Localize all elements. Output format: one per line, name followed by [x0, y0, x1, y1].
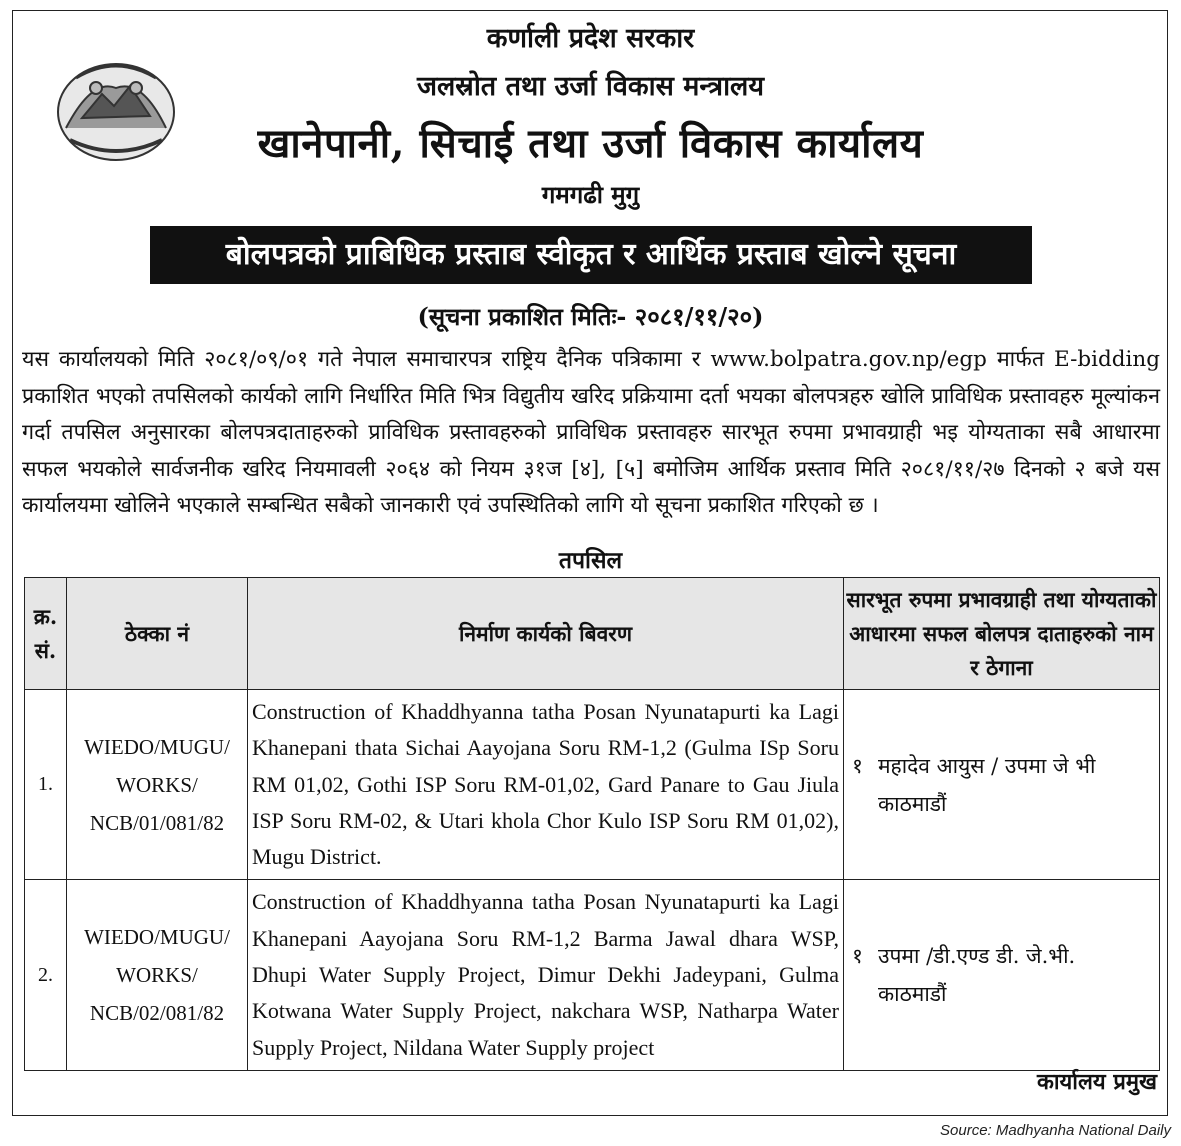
- bidder-number: १: [852, 753, 863, 778]
- table-title: तपसिल: [558, 547, 623, 574]
- office-chief-signature: कार्यालय प्रमुख: [1036, 1069, 1157, 1095]
- header-office: खानेपानी, सिचाई तथा उर्जा विकास कार्यालय: [257, 120, 924, 167]
- row-contract-no: WIEDO/MUGU/ WORKS/ NCB/02/081/82: [67, 880, 248, 1070]
- source-credit: Source: Madhyanha National Daily: [940, 1122, 1171, 1139]
- bidder-name: उपमा /डी.एण्ड डी. जे.भी.: [878, 944, 1076, 969]
- bidder-name: महादेव आयुस / उपमा जे भी: [878, 753, 1096, 778]
- row-bidder: [844, 690, 1160, 880]
- header-sn: क्र. सं.: [25, 578, 67, 690]
- header-location: गमगढी मुगु: [541, 180, 640, 209]
- header-ministry: जलस्रोत तथा उर्जा विकास मन्त्रालय: [416, 71, 765, 102]
- row-description: Construction of Khaddhyanna tatha Posan Nyunatapurti ka Lagi Khanepani thata Sichai Aayojana Soru RM-1,2 (Gulma ISp Soru RM 01,02, Gothi ISP Soru RM-01,02, Gard Panare to Gau Jiula ISP Soru RM-02, & Utari khola Chor Kulo ISP Soru RM 01,02), Mugu District.: [248, 690, 844, 880]
- notice-body: यस कार्यालयको मिति २०८१/०९/०१ गते नेपाल समाचारपत्र राष्ट्रिय दैनिक पत्रिकामा र www.bolpatra.gov.np/egp मार्फत E-bidding प्रकाशित भएको तपसिलको कार्यको लागि निर्धारित मिति भित्र विद्युतीय खरिद प्रक्रियामा दर्ता भयका बोलपत्रहरु खोलि प्राविधिक प्रस्तावहरु मूल्यांकन गर्दा तपसिल अनुसारका बोलपत्रदाताहरुको प्राविधिक प्रस्तावहरुको प्राविधिक प्रस्तावहरु सारभूत रुपमा प्रभावग्राही भइ योग्यताका सबै आधारमा सफल भयकोले सार्वजनीक खरिद नियमावली २०६४ को नियम ३१ज [४], [५] बमोजिम आर्थिक प्रस्ताव मिति २०८१/११/२७ दिनको २ बजे यस कार्यालयमा खोलिने भएकाले सम्बन्धित सबैको जानकारी एवं उपस्थितिको लागि यो सूचना प्रकाशित गरिएको छ ।: [22, 347, 1160, 518]
- row-bidder: [844, 880, 1160, 1070]
- header-province: कर्णाली प्रदेश सरकार: [486, 23, 695, 54]
- row-sn: 1.: [25, 690, 67, 880]
- publication-date: (सूचना प्रकाशित मितिः- २०८१/११/२०): [417, 302, 764, 331]
- header-description: निर्माण कार्यको बिवरण: [248, 578, 844, 690]
- header-bidders: सारभूत रुपमा प्रभावग्राही तथा योग्यताको आधारमा सफल बोलपत्र दाताहरुको नाम र ठेगाना: [844, 578, 1160, 690]
- table-header-row: [25, 578, 1160, 690]
- bidder-place: काठमाडौं: [878, 982, 947, 1007]
- table-row: [25, 690, 1160, 880]
- notice-title-banner: बोलपत्रको प्राबिधिक प्रस्ताब स्वीकृत र आर्थिक प्रस्ताब खोल्ने सूचना: [150, 226, 1032, 284]
- header-contract-no: ठेक्का नं: [67, 578, 248, 690]
- row-description: Construction of Khaddhyanna tatha Posan Nyunatapurti ka Lagi Khanepani Aayojana Soru RM-1,2 Barma Jawal dhara WSP, Dhupi Water Supply Project, Dimur Dekhi Jadeypani, Gulma Kotwana Water Supply Project, nakchara WSP, Natharpa Water Supply Project, Nildana Water Supply project: [248, 880, 844, 1070]
- works-table: [24, 577, 1160, 1071]
- table-row: [25, 880, 1160, 1070]
- row-sn: 2.: [25, 880, 67, 1070]
- bidder-place: काठमाडौं: [878, 791, 947, 816]
- bidder-number: १: [852, 944, 863, 969]
- row-contract-no: WIEDO/MUGU/ WORKS/ NCB/01/081/82: [67, 690, 248, 880]
